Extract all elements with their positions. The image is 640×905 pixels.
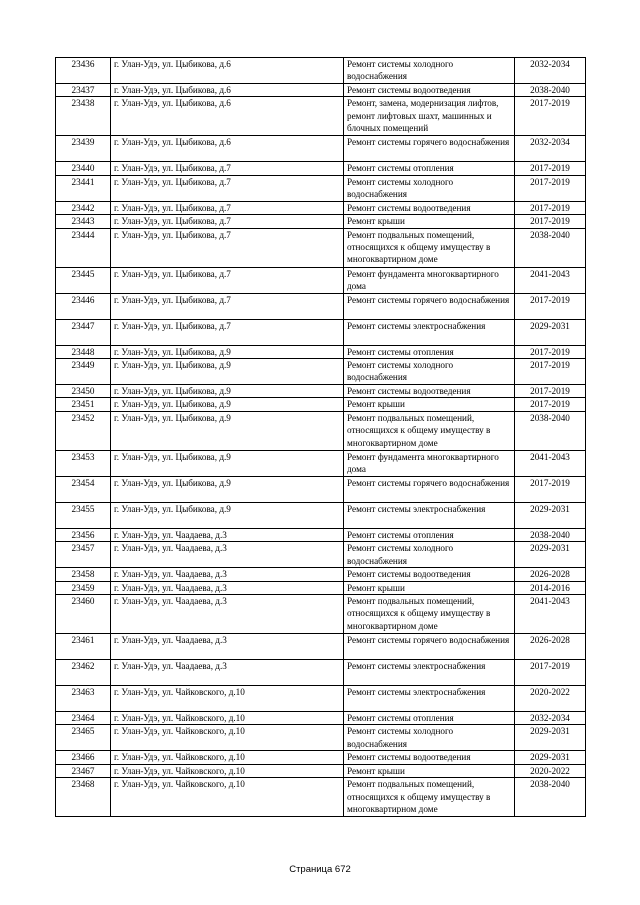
period-cell: 2038-2040 <box>515 778 586 817</box>
work-type-cell: Ремонт системы водоотведения <box>344 201 515 214</box>
table-row <box>56 764 586 777</box>
row-number: 23468 <box>56 778 111 817</box>
table-row <box>56 319 586 345</box>
period-cell: 2038-2040 <box>515 411 586 450</box>
period-cell: 2017-2019 <box>515 162 586 175</box>
work-type-cell: Ремонт фундамента многоквартирного дома <box>344 450 515 476</box>
address-cell: г. Улан-Удэ, ул. Цыбикова, д.6 <box>111 97 344 136</box>
address-cell: г. Улан-Удэ, ул. Цыбикова, д.9 <box>111 359 344 385</box>
work-type-cell: Ремонт системы холодного водоснабжения <box>344 359 515 385</box>
table-body <box>56 58 586 817</box>
row-number: 23460 <box>56 595 111 634</box>
work-type-cell: Ремонт системы электроснабжения <box>344 502 515 528</box>
work-type-cell: Ремонт подвальных помещений, относящихся к общему имуществу в многоквартирном доме <box>344 228 515 267</box>
row-number: 23463 <box>56 686 111 712</box>
period-cell: 2041-2043 <box>515 450 586 476</box>
work-type-cell: Ремонт системы отопления <box>344 345 515 358</box>
address-cell: г. Улан-Удэ, ул. Цыбикова, д.7 <box>111 293 344 319</box>
address-cell: г. Улан-Удэ, ул. Цыбикова, д.9 <box>111 502 344 528</box>
period-cell: 2017-2019 <box>515 97 586 136</box>
address-cell: г. Улан-Удэ, ул. Цыбикова, д.7 <box>111 228 344 267</box>
table-row <box>56 502 586 528</box>
row-number: 23462 <box>56 660 111 686</box>
row-number: 23458 <box>56 568 111 581</box>
period-cell: 2017-2019 <box>515 201 586 214</box>
address-cell: г. Улан-Удэ, ул. Чайковского, д.10 <box>111 686 344 712</box>
table-row <box>56 581 586 594</box>
row-number: 23453 <box>56 450 111 476</box>
table-row <box>56 201 586 214</box>
address-cell: г. Улан-Удэ, ул. Чаадаева, д.3 <box>111 568 344 581</box>
table-row <box>56 725 586 751</box>
table-row <box>56 751 586 764</box>
work-type-cell: Ремонт системы горячего водоснабжения <box>344 476 515 502</box>
table-row <box>56 385 586 398</box>
address-cell: г. Улан-Удэ, ул. Чаадаева, д.3 <box>111 595 344 634</box>
period-cell: 2041-2043 <box>515 595 586 634</box>
period-cell: 2032-2034 <box>515 712 586 725</box>
address-cell: г. Улан-Удэ, ул. Цыбикова, д.9 <box>111 450 344 476</box>
period-cell: 2017-2019 <box>515 293 586 319</box>
address-cell: г. Улан-Удэ, ул. Цыбикова, д.9 <box>111 385 344 398</box>
work-type-cell: Ремонт подвальных помещений, относящихся к общему имуществу в многоквартирном доме <box>344 595 515 634</box>
period-cell: 2029-2031 <box>515 751 586 764</box>
address-cell: г. Улан-Удэ, ул. Чайковского, д.10 <box>111 751 344 764</box>
row-number: 23452 <box>56 411 111 450</box>
table-row <box>56 595 586 634</box>
page-number: Страница 672 <box>289 864 351 875</box>
work-type-cell: Ремонт системы холодного водоснабжения <box>344 725 515 751</box>
row-number: 23448 <box>56 345 111 358</box>
table-row <box>56 215 586 228</box>
address-cell: г. Улан-Удэ, ул. Цыбикова, д.6 <box>111 58 344 84</box>
period-cell: 2029-2031 <box>515 542 586 568</box>
address-cell: г. Улан-Удэ, ул. Цыбикова, д.6 <box>111 136 344 162</box>
work-type-cell: Ремонт подвальных помещений, относящихся к общему имуществу в многоквартирном доме <box>344 411 515 450</box>
period-cell: 2017-2019 <box>515 476 586 502</box>
address-cell: г. Улан-Удэ, ул. Чайковского, д.10 <box>111 725 344 751</box>
address-cell: г. Улан-Удэ, ул. Чайковского, д.10 <box>111 778 344 817</box>
work-type-cell: Ремонт системы водоотведения <box>344 385 515 398</box>
work-type-cell: Ремонт крыши <box>344 398 515 411</box>
row-number: 23446 <box>56 293 111 319</box>
row-number: 23461 <box>56 634 111 660</box>
address-cell: г. Улан-Удэ, ул. Цыбикова, д.9 <box>111 476 344 502</box>
row-number: 23436 <box>56 58 111 84</box>
table-row <box>56 568 586 581</box>
row-number: 23466 <box>56 751 111 764</box>
period-cell: 2020-2022 <box>515 686 586 712</box>
period-cell: 2038-2040 <box>515 528 586 541</box>
row-number: 23440 <box>56 162 111 175</box>
table-row <box>56 359 586 385</box>
row-number: 23447 <box>56 319 111 345</box>
row-number: 23438 <box>56 97 111 136</box>
row-number: 23441 <box>56 175 111 201</box>
row-number: 23465 <box>56 725 111 751</box>
table-row <box>56 778 586 817</box>
address-cell: г. Улан-Удэ, ул. Цыбикова, д.7 <box>111 162 344 175</box>
period-cell: 2017-2019 <box>515 175 586 201</box>
table-row <box>56 267 586 293</box>
work-type-cell: Ремонт системы водоотведения <box>344 568 515 581</box>
table-row <box>56 175 586 201</box>
work-type-cell: Ремонт системы водоотведения <box>344 751 515 764</box>
row-number: 23459 <box>56 581 111 594</box>
row-number: 23437 <box>56 84 111 97</box>
period-cell: 2032-2034 <box>515 58 586 84</box>
table-row <box>56 58 586 84</box>
address-cell: г. Улан-Удэ, ул. Чаадаева, д.3 <box>111 528 344 541</box>
row-number: 23464 <box>56 712 111 725</box>
work-type-cell: Ремонт крыши <box>344 764 515 777</box>
address-cell: г. Улан-Удэ, ул. Цыбикова, д.7 <box>111 201 344 214</box>
row-number: 23439 <box>56 136 111 162</box>
period-cell: 2032-2034 <box>515 136 586 162</box>
work-type-cell: Ремонт системы горячего водоснабжения <box>344 293 515 319</box>
work-type-cell: Ремонт системы электроснабжения <box>344 319 515 345</box>
table-row <box>56 542 586 568</box>
row-number: 23454 <box>56 476 111 502</box>
row-number: 23456 <box>56 528 111 541</box>
table-row <box>56 228 586 267</box>
period-cell: 2029-2031 <box>515 502 586 528</box>
address-cell: г. Улан-Удэ, ул. Чаадаева, д.3 <box>111 660 344 686</box>
row-number: 23449 <box>56 359 111 385</box>
period-cell: 2038-2040 <box>515 228 586 267</box>
period-cell: 2041-2043 <box>515 267 586 293</box>
row-number: 23457 <box>56 542 111 568</box>
row-number: 23445 <box>56 267 111 293</box>
table-row <box>56 476 586 502</box>
table-row <box>56 686 586 712</box>
row-number: 23444 <box>56 228 111 267</box>
address-cell: г. Улан-Удэ, ул. Цыбикова, д.7 <box>111 175 344 201</box>
table-row <box>56 450 586 476</box>
table-row <box>56 660 586 686</box>
address-cell: г. Улан-Удэ, ул. Цыбикова, д.7 <box>111 215 344 228</box>
work-type-cell: Ремонт системы электроснабжения <box>344 686 515 712</box>
period-cell: 2017-2019 <box>515 359 586 385</box>
address-cell: г. Улан-Удэ, ул. Цыбикова, д.9 <box>111 411 344 450</box>
table-row <box>56 136 586 162</box>
period-cell: 2017-2019 <box>515 385 586 398</box>
address-cell: г. Улан-Удэ, ул. Цыбикова, д.7 <box>111 319 344 345</box>
work-type-cell: Ремонт системы отопления <box>344 162 515 175</box>
row-number: 23467 <box>56 764 111 777</box>
row-number: 23451 <box>56 398 111 411</box>
work-type-cell: Ремонт системы электроснабжения <box>344 660 515 686</box>
table-row <box>56 712 586 725</box>
period-cell: 2029-2031 <box>515 319 586 345</box>
work-type-cell: Ремонт крыши <box>344 581 515 594</box>
work-type-cell: Ремонт системы горячего водоснабжения <box>344 136 515 162</box>
address-cell: г. Улан-Удэ, ул. Цыбикова, д.7 <box>111 267 344 293</box>
address-cell: г. Улан-Удэ, ул. Чайковского, д.10 <box>111 764 344 777</box>
table-row <box>56 634 586 660</box>
work-type-cell: Ремонт системы отопления <box>344 712 515 725</box>
table-row <box>56 84 586 97</box>
address-cell: г. Улан-Удэ, ул. Чаадаева, д.3 <box>111 542 344 568</box>
period-cell: 2017-2019 <box>515 398 586 411</box>
address-cell: г. Улан-Удэ, ул. Цыбикова, д.6 <box>111 84 344 97</box>
row-number: 23443 <box>56 215 111 228</box>
work-type-cell: Ремонт системы холодного водоснабжения <box>344 175 515 201</box>
row-number: 23455 <box>56 502 111 528</box>
table-row <box>56 162 586 175</box>
work-type-cell: Ремонт системы водоотведения <box>344 84 515 97</box>
table-row <box>56 398 586 411</box>
period-cell: 2020-2022 <box>515 764 586 777</box>
address-cell: г. Улан-Удэ, ул. Цыбикова, д.9 <box>111 398 344 411</box>
address-cell: г. Улан-Удэ, ул. Чайковского, д.10 <box>111 712 344 725</box>
address-cell: г. Улан-Удэ, ул. Чаадаева, д.3 <box>111 634 344 660</box>
address-cell: г. Улан-Удэ, ул. Чаадаева, д.3 <box>111 581 344 594</box>
work-type-cell: Ремонт системы горячего водоснабжения <box>344 634 515 660</box>
work-type-cell: Ремонт, замена, модернизация лифтов, ремонт лифтовых шахт, машинных и блочных помещений <box>344 97 515 136</box>
period-cell: 2014-2016 <box>515 581 586 594</box>
period-cell: 2038-2040 <box>515 84 586 97</box>
period-cell: 2026-2028 <box>515 634 586 660</box>
row-number: 23450 <box>56 385 111 398</box>
row-number: 23442 <box>56 201 111 214</box>
work-type-cell: Ремонт фундамента многоквартирного дома <box>344 267 515 293</box>
work-type-cell: Ремонт подвальных помещений, относящихся к общему имуществу в многоквартирном доме <box>344 778 515 817</box>
table-row <box>56 528 586 541</box>
table-row <box>56 345 586 358</box>
period-cell: 2026-2028 <box>515 568 586 581</box>
table-row <box>56 293 586 319</box>
period-cell: 2017-2019 <box>515 215 586 228</box>
table-row <box>56 411 586 450</box>
work-type-cell: Ремонт крыши <box>344 215 515 228</box>
repair-schedule-table <box>55 57 586 817</box>
work-type-cell: Ремонт системы отопления <box>344 528 515 541</box>
work-type-cell: Ремонт системы холодного водоснабжения <box>344 58 515 84</box>
period-cell: 2017-2019 <box>515 660 586 686</box>
table-row <box>56 97 586 136</box>
address-cell: г. Улан-Удэ, ул. Цыбикова, д.9 <box>111 345 344 358</box>
period-cell: 2029-2031 <box>515 725 586 751</box>
period-cell: 2017-2019 <box>515 345 586 358</box>
work-type-cell: Ремонт системы холодного водоснабжения <box>344 542 515 568</box>
